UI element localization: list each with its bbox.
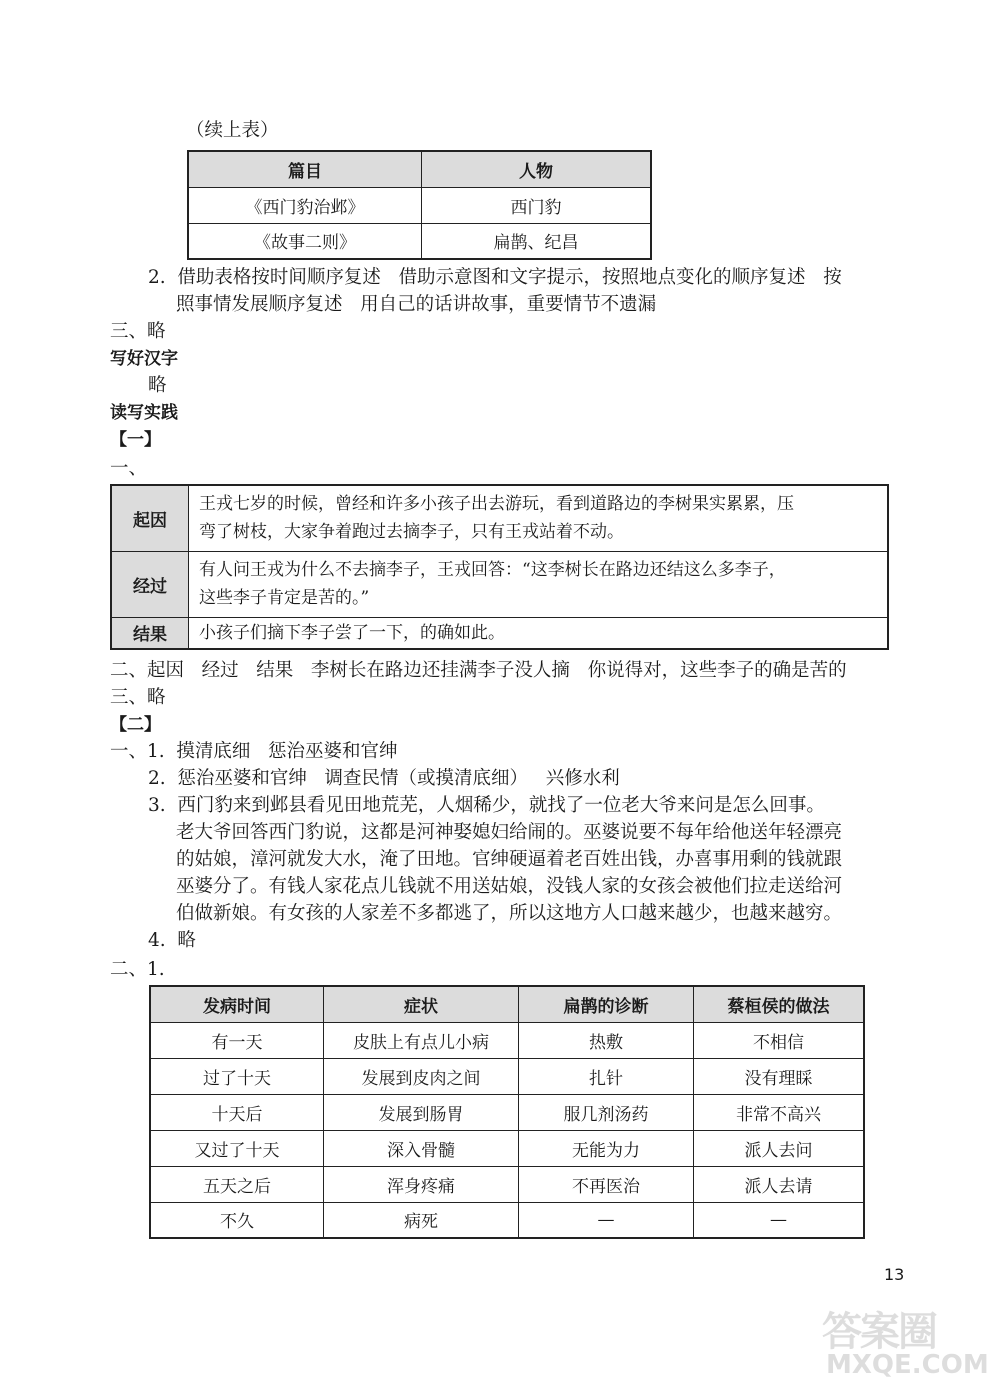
table3-cell: 病死 — [324, 1202, 519, 1238]
table-row — [150, 1166, 864, 1202]
table1-header-chapter: 篇目 — [188, 151, 422, 187]
section-two-label: 【二】 — [110, 715, 161, 735]
answer-san-lue-2: 三、略 — [110, 687, 166, 708]
table3-header: 症状 — [324, 986, 519, 1022]
table-row — [150, 1130, 864, 1166]
table3-cell: 无能为力 — [519, 1130, 694, 1166]
table3-cell: — — [694, 1202, 865, 1238]
page-number: 13 — [884, 1265, 905, 1284]
table-row — [111, 485, 888, 551]
table-row — [150, 1094, 864, 1130]
section-one-label: 【一】 — [110, 430, 161, 450]
story-text-line: 这些李子肯定是苦的。” — [199, 588, 370, 608]
table1-cell: 扁鹊、纪昌 — [422, 223, 652, 259]
answer-er: 二、起因 经过 结果 李树长在路边还挂满李子没人摘 你说得对，这些李子的确是苦的 — [110, 660, 847, 681]
heading-reading-practice: 读写实践 — [110, 403, 178, 423]
table1-cell: 西门豹 — [422, 187, 652, 223]
answer-s2-q3-line2: 老大爷回答西门豹说，这都是河神娶媳妇给闹的。巫婆说要不每年给他送年轻漂亮 — [176, 822, 843, 843]
answer-er-1: 二、1. — [110, 959, 165, 980]
table3-cell: 发展到肠胃 — [324, 1094, 519, 1130]
table-row — [188, 187, 651, 223]
answer-s2-q3-line3: 的姑娘，漳河就发大水，淹了田地。官绅硬逼着老百姓出钱，办喜事用剩的钱就跟 — [176, 849, 843, 870]
table3-cell: 服几剂汤药 — [519, 1094, 694, 1130]
story-text-process — [189, 551, 889, 617]
story-label-process: 经过 — [111, 551, 189, 617]
story-text-cause — [189, 485, 889, 551]
answer-s2-q2: 2. 惩治巫婆和官绅 调查民情（或摸清底细） 兴修水利 — [148, 768, 620, 789]
table1-cell: 《西门豹治邺》 — [188, 187, 422, 223]
table3-cell: 过了十天 — [150, 1058, 324, 1094]
table3-cell: 热敷 — [519, 1022, 694, 1058]
table3-cell: 皮肤上有点儿小病 — [324, 1022, 519, 1058]
answer-san-lue: 三、略 — [110, 321, 166, 342]
answer-lue-indent: 略 — [148, 375, 167, 396]
table3-cell: 不再医治 — [519, 1166, 694, 1202]
table3-cell: 派人去问 — [694, 1130, 865, 1166]
watermark-bottom-text: MXQE.COM — [826, 1350, 989, 1380]
answer-s2-q3-line1: 3. 西门豹来到邺县看见田地荒芜，人烟稀少，就找了一位老大爷来问是怎么回事。 — [148, 795, 825, 816]
table-chapters-characters — [187, 150, 652, 260]
watermark-top-text: 答案圈 — [822, 1309, 936, 1355]
story-text-line: 王戎七岁的时候，曾经和许多小孩子出去游玩，看到道路边的李树果实累累，压 — [199, 494, 794, 515]
answer-s2-q1: 一、1. 摸清底细 惩治巫婆和官绅 — [110, 741, 398, 762]
table-row — [150, 1058, 864, 1094]
table3-cell: 非常不高兴 — [694, 1094, 865, 1130]
table3-cell: 深入骨髓 — [324, 1130, 519, 1166]
story-text-line: 有人问王戎为什么不去摘李子，王戎回答：“这李树长在路边还结这么多李子， — [199, 560, 786, 580]
table1-cell: 《故事二则》 — [188, 223, 422, 259]
answer-s2-q3-line4: 巫婆分了。有钱人家花点儿钱就不用送姑娘，没钱人家的女孩会被他们拉走送给河 — [176, 876, 843, 897]
table3-header: 发病时间 — [150, 986, 324, 1022]
table3-cell: 又过了十天 — [150, 1130, 324, 1166]
continued-label: （续上表） — [186, 120, 279, 141]
story-label-result: 结果 — [111, 617, 189, 649]
answer-yi: 一、 — [110, 458, 148, 479]
table3-cell: 不久 — [150, 1202, 324, 1238]
story-text-line: 弯了树枝，大家争着跑过去摘李子，只有王戎站着不动。 — [199, 522, 624, 543]
answer-q2-line1: 2. 借助表格按时间顺序复述 借助示意图和文字提示，按照地点变化的顺序复述 按 — [148, 267, 842, 288]
story-label-cause: 起因 — [111, 485, 189, 551]
table3-cell: 浑身疼痛 — [324, 1166, 519, 1202]
table3-cell: 五天之后 — [150, 1166, 324, 1202]
table-row — [150, 1022, 864, 1058]
watermark-logo — [820, 1300, 990, 1390]
table3-header: 蔡桓侯的做法 — [694, 986, 865, 1022]
answer-q2-line2: 照事情发展顺序复述 用自己的话讲故事，重要情节不遗漏 — [176, 294, 657, 315]
table3-cell: 十天后 — [150, 1094, 324, 1130]
table3-cell: 扎针 — [519, 1058, 694, 1094]
table-bianque-diagnosis — [149, 985, 865, 1239]
story-text-result: 小孩子们摘下李子尝了一下，的确如此。 — [189, 617, 889, 649]
heading-write-characters: 写好汉字 — [110, 349, 178, 369]
table-row — [111, 617, 888, 649]
table3-header: 扁鹊的诊断 — [519, 986, 694, 1022]
table3-cell: 没有理睬 — [694, 1058, 865, 1094]
table3-cell: 发展到皮肉之间 — [324, 1058, 519, 1094]
table-row — [111, 551, 888, 617]
table3-cell: 不相信 — [694, 1022, 865, 1058]
table3-cell: 派人去请 — [694, 1166, 865, 1202]
table3-cell: 有一天 — [150, 1022, 324, 1058]
table-row — [150, 1202, 864, 1238]
table3-cell: — — [519, 1202, 694, 1238]
table1-header-character: 人物 — [422, 151, 652, 187]
answer-s2-q4: 4. 略 — [148, 930, 196, 951]
answer-s2-q3-line5: 伯做新娘。有女孩的人家差不多都逃了，所以这地方人口越来越少，也越来越穷。 — [176, 903, 843, 924]
table-row — [188, 223, 651, 259]
table-story-structure — [110, 484, 889, 650]
